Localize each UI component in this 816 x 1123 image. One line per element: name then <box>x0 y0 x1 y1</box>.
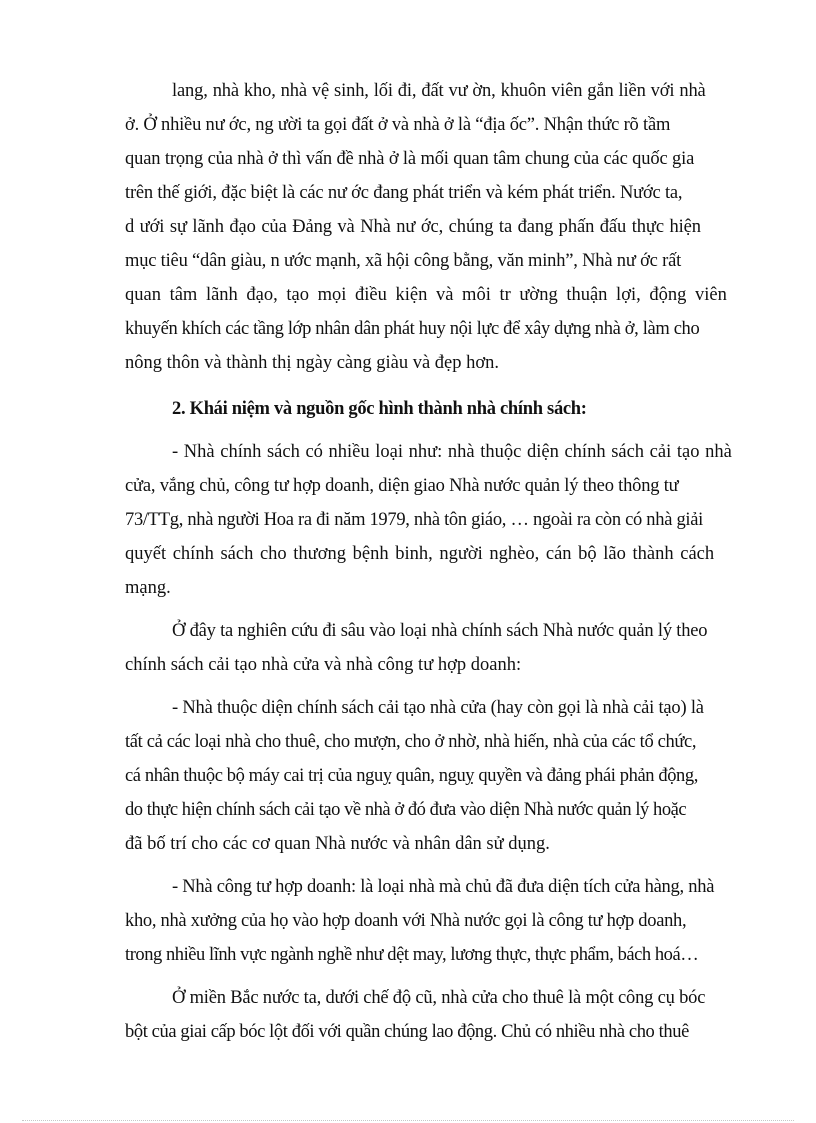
text-line: Ở đây ta nghiên cứu đi sâu vào loại nhà chính sách Nhà nước quản lý theo <box>172 621 708 641</box>
text-line: bột của giai cấp bóc lột đối với quần chúng lao động. Chủ có nhiều nhà cho thuê <box>125 1022 689 1042</box>
text-line: d ưới sự lãnh đạo của Đảng và Nhà nư ớc, chúng ta đang phấn đấu thực hiện <box>125 217 701 237</box>
text-line: mạng. <box>125 578 171 598</box>
text-line: - Nhà thuộc diện chính sách cải tạo nhà cửa (hay còn gọi là nhà cải tạo) là <box>172 698 704 718</box>
text-line: kho, nhà xưởng của họ vào hợp doanh với Nhà nước gọi là công tư hợp doanh, <box>125 911 687 931</box>
text-line: quan trọng của nhà ở thì vấn đề nhà ở là mối quan tâm chung của các quốc gia <box>125 149 695 169</box>
text-line: ở. Ở nhiều nư ớc, ng ười ta gọi đất ở và nhà ở là “địa ốc”. Nhận thức rõ tầm <box>125 115 671 135</box>
text-line: lang, nhà kho, nhà vệ sinh, lối đi, đất vư ờn, khuôn viên gắn liền với nhà <box>172 81 706 101</box>
text-line: 73/TTg, nhà người Hoa ra đi năm 1979, nhà tôn giáo, … ngoài ra còn có nhà giải <box>125 510 703 530</box>
text-line: quyết chính sách cho thương bệnh binh, người nghèo, cán bộ lão thành cách <box>125 544 715 564</box>
text-line: tất cả các loại nhà cho thuê, cho mượn, cho ở nhờ, nhà hiến, nhà của các tổ chức, <box>125 732 697 752</box>
text-line: trong nhiều lĩnh vực ngành nghề như dệt may, lương thực, thực phẩm, bách hoá… <box>125 945 699 965</box>
text-line: cửa, vắng chủ, công tư hợp doanh, diện giao Nhà nước quản lý theo thông tư <box>125 476 679 496</box>
text-line: - Nhà công tư hợp doanh: là loại nhà mà chủ đã đưa diện tích cửa hàng, nhà <box>172 877 715 897</box>
text-line: - Nhà chính sách có nhiều loại như: nhà thuộc diện chính sách cải tạo nhà <box>172 442 732 462</box>
text-line: quan tâm lãnh đạo, tạo mọi điều kiện và môi tr ường thuận lợi, động viên <box>125 285 727 305</box>
text-line: do thực hiện chính sách cải tạo về nhà ở đó đưa vào diện Nhà nước quản lý hoặc <box>125 800 687 820</box>
page-bottom-divider <box>22 1120 794 1121</box>
text-line: chính sách cải tạo nhà cửa và nhà công tư hợp doanh: <box>125 655 522 675</box>
text-line: trên thế giới, đặc biệt là các nư ớc đang phát triển và kém phát triển. Nước ta, <box>125 183 683 203</box>
text-line: mục tiêu “dân giàu, n ước mạnh, xã hội công bằng, văn minh”, Nhà nư ớc rất <box>125 251 682 271</box>
text-line: nông thôn và thành thị ngày càng giàu và đẹp hơn. <box>125 353 500 373</box>
text-line: Ở miền Bắc nước ta, dưới chế độ cũ, nhà cửa cho thuê là một công cụ bóc <box>172 988 706 1008</box>
text-line: khuyến khích các tầng lớp nhân dân phát huy nội lực để xây dựng nhà ở, làm cho <box>125 319 700 339</box>
text-line: đã bố trí cho các cơ quan Nhà nước và nhân dân sử dụng. <box>125 834 550 854</box>
text-line: cá nhân thuộc bộ máy cai trị của nguỵ quân, nguỵ quyền và đảng phái phản động, <box>125 766 698 786</box>
section-heading: 2. Khái niệm và nguồn gốc hình thành nhà chính sách: <box>172 399 587 419</box>
